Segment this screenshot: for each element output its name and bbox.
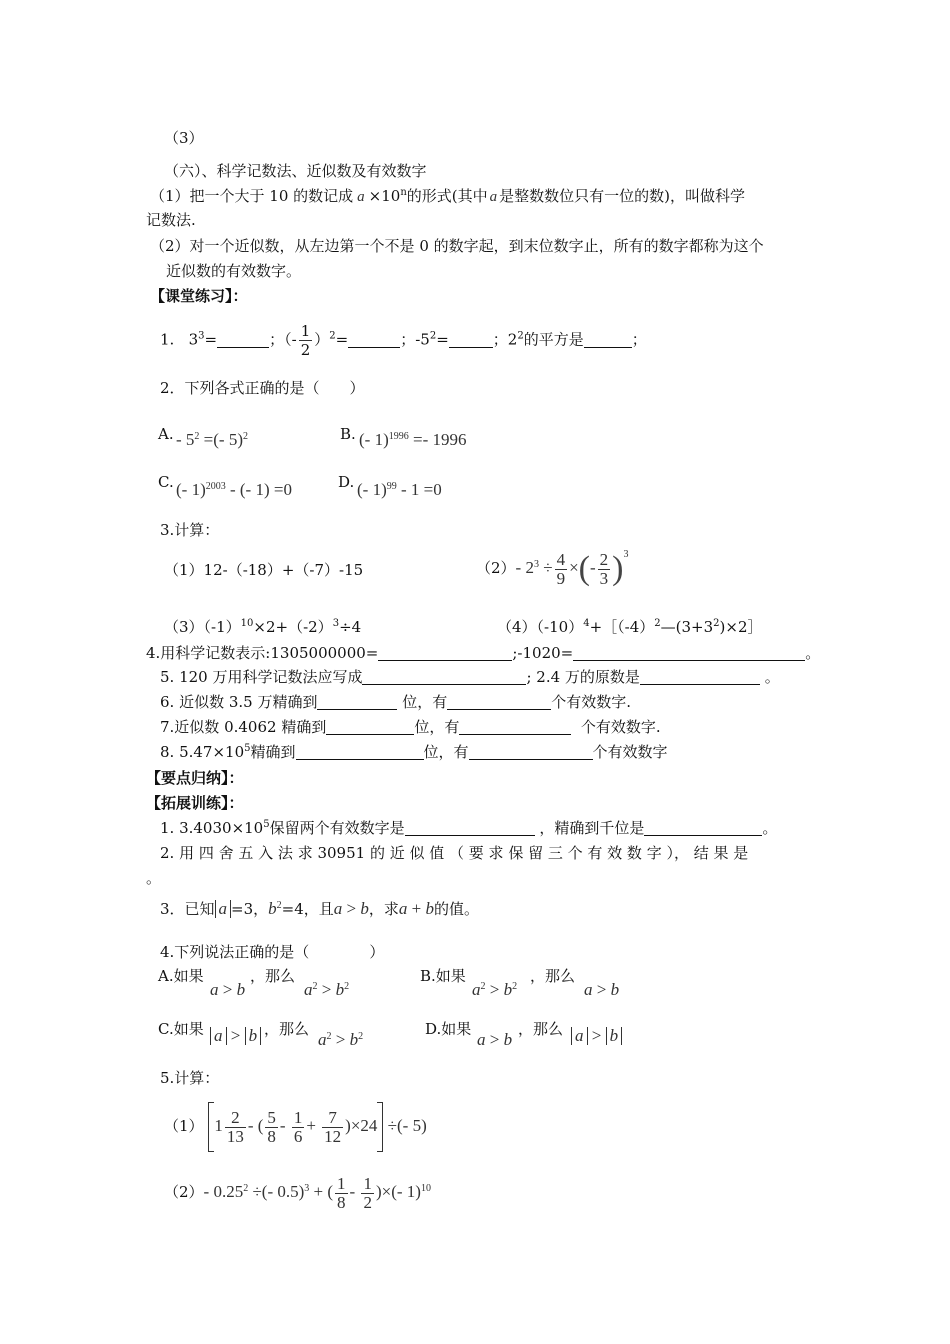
question-1: 1. $3^3=$ ；（- $\frac{1}{2}$ ）$^2$= ；$-5^2=$ ；$2^2$的平方是 ； bbox=[160, 322, 647, 359]
question-8: 8. $5.47\times 10^5$精确到 位，有 个有效数字 bbox=[160, 743, 668, 761]
question-2: 2．下列各式正确的是（ ） bbox=[160, 379, 365, 397]
option-a-formula: - $5^2$ =(- 5)$^2$ bbox=[176, 430, 248, 449]
class-practice-heading: 【课堂练习】： bbox=[150, 287, 248, 305]
ext4-option-b: B.如果 bbox=[420, 967, 466, 985]
item-3: （3） bbox=[164, 129, 204, 147]
definition-scientific-notation: （1）把一个大于 10 的数记成 $a \times 10^n$的形式(其中 a 是整数数位只有一位的数)，叫做科学 bbox=[150, 187, 745, 205]
question-4: 4.用科学记数表示:1305000000= ;-1020= 。 bbox=[146, 644, 821, 662]
ext4-option-d-cond: a > b bbox=[477, 1030, 513, 1049]
ext4-option-d: D.如果 bbox=[425, 1020, 472, 1038]
question-5: 5. 120 万用科学记数法应写成 ; 2.4 万的原数是 。 bbox=[160, 668, 780, 686]
ext4-option-a-then: ，那么 bbox=[250, 967, 296, 985]
ext4-option-c-then: ，那么 bbox=[264, 1020, 310, 1038]
answer-blank[interactable] bbox=[378, 645, 512, 661]
option-d-formula: (- 1)$^{99}$ - 1 =0 bbox=[357, 480, 442, 499]
question-3-4: $(4)(-10)^4+[(-4)^2—(3+3^2)\times 2]$ bbox=[497, 618, 763, 636]
definition-line-4: 近似数的有效数字。 bbox=[166, 262, 302, 280]
question-3-2: （2）- $2^3$ ÷ $\frac{4}{9}$ ×(- $\frac{2}{3}$ )$^3$ bbox=[476, 549, 629, 588]
answer-blank[interactable] bbox=[348, 332, 400, 348]
answer-blank[interactable] bbox=[449, 332, 493, 348]
extension-2: 2. 用 四 舍 五 入 法 求 30951 的 近 似 值 （ 要 求 保 留 三 个 有 效 数 字 ）， 结 果 是 bbox=[160, 844, 749, 862]
ext4-option-b-cond: $a^2 > b^2$ bbox=[472, 980, 518, 999]
answer-blank[interactable] bbox=[640, 669, 760, 685]
ext4-option-b-then: ，那么 bbox=[530, 967, 576, 985]
answer-blank[interactable] bbox=[459, 719, 571, 735]
option-c-formula: (- 1)$^{2003}$ - (- 1) =0 bbox=[176, 480, 292, 499]
option-b: B. bbox=[340, 425, 356, 443]
definition-significant-digits: （2）对一个近似数，从左边第一个不是 0 的数字起，到末位数字止，所有的数字都称为这个 bbox=[150, 237, 764, 255]
ext4-option-a: A.如果 bbox=[158, 967, 204, 985]
ext4-option-b-result: a > b bbox=[584, 980, 620, 999]
ext4-option-d-result: a > b bbox=[571, 1026, 622, 1046]
answer-blank[interactable] bbox=[584, 332, 632, 348]
answer-blank[interactable] bbox=[405, 820, 535, 836]
answer-blank[interactable] bbox=[317, 694, 397, 710]
extension-1: 1. $3.4030\times 10^5$保留两个有效数字是 ，精确到千位是 。 bbox=[160, 819, 778, 837]
ext4-option-a-result: $a^2 > b^2$ bbox=[304, 980, 350, 999]
ext4-option-a-cond: a > b bbox=[210, 980, 246, 999]
extension-4: 4.下列说法正确的是（ ） bbox=[160, 943, 385, 961]
ext4-option-c: C.如果 bbox=[158, 1020, 204, 1038]
option-d: D. bbox=[338, 473, 355, 491]
option-b-formula: (- 1)$^{1996}$ =- 1996 bbox=[359, 430, 467, 449]
answer-blank[interactable] bbox=[469, 744, 593, 760]
question-3: 3.计算： bbox=[160, 521, 220, 539]
question-7: 7.近似数 0.4062 精确到 位，有 个有效数字. bbox=[160, 718, 661, 736]
ext4-option-c-cond: a > b bbox=[210, 1026, 261, 1046]
option-a: A. bbox=[158, 425, 174, 443]
extension-5: 5.计算： bbox=[160, 1069, 220, 1087]
answer-blank[interactable] bbox=[326, 719, 414, 735]
ext4-option-d-then: ，那么 bbox=[518, 1020, 564, 1038]
extension-2-end: 。 bbox=[146, 869, 162, 887]
extension-5-1: （1） 1 $\frac{2}{13}$ - ( $\frac{5}{8}$ - $\frac{1}{6}$ + $\frac{7}{12}$ )×24 ÷(- 5) bbox=[164, 1100, 427, 1152]
question-3-3: $(3)(-1)^{10}\times 2+(-2)^3\div 4$ bbox=[164, 618, 362, 636]
key-points-heading: 【要点归纳】： bbox=[146, 769, 244, 787]
extension-5-2: （2）- $0.25^2$ ÷(- 0.5)$^3$ + ( $\frac{1}{8}$ - $\frac{1}{2}$ )×(- 1)$^{10}$ bbox=[164, 1173, 431, 1212]
answer-blank[interactable] bbox=[362, 669, 526, 685]
option-c: C. bbox=[158, 473, 174, 491]
answer-blank[interactable] bbox=[296, 744, 424, 760]
question-6: 6. 近似数 3.5 万精确到 位，有 个有效数字. bbox=[160, 693, 632, 711]
section-six-title: （六）、科学记数法、近似数及有效数字 bbox=[164, 162, 427, 180]
answer-blank[interactable] bbox=[447, 694, 551, 710]
definition-line-2: 记数法. bbox=[146, 211, 196, 229]
answer-blank[interactable] bbox=[644, 820, 762, 836]
answer-blank[interactable] bbox=[217, 332, 269, 348]
extension-3: 3．已知 a =3，$b^2=4$，且a > b，求a + b的值。 bbox=[160, 899, 480, 918]
extension-heading: 【拓展训练】： bbox=[146, 794, 244, 812]
ext4-option-c-result: $a^2 > b^2$ bbox=[318, 1030, 364, 1049]
question-3-1: （1）12-（-18）+（-7）-15 bbox=[164, 561, 364, 579]
answer-blank[interactable] bbox=[573, 645, 805, 661]
